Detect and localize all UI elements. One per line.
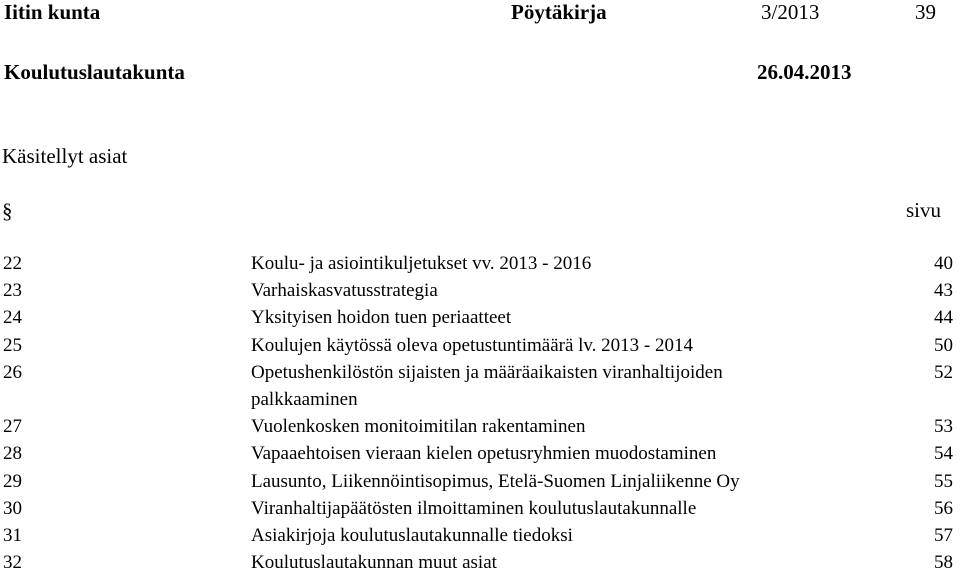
list-item — [0, 495, 960, 522]
list-item — [0, 359, 960, 413]
item-number: 25 — [3, 334, 22, 356]
item-page: 55 — [934, 470, 953, 492]
item-page: 58 — [934, 552, 953, 574]
list-item — [0, 413, 960, 440]
item-page: 54 — [934, 443, 953, 465]
item-title: Asiakirjoja koulutuslautakunnalle tiedoksi — [251, 525, 573, 547]
page-column-header: sivu — [906, 198, 942, 222]
item-page: 57 — [934, 525, 953, 547]
issue-number: 3/2013 — [761, 0, 820, 24]
section-title: Käsitellyt asiat — [2, 144, 128, 168]
list-item — [0, 304, 960, 331]
item-number: 31 — [3, 525, 22, 547]
meeting-date: 26.04.2013 — [757, 60, 852, 84]
table-of-contents — [0, 250, 960, 576]
document-type: Pöytäkirja — [511, 0, 607, 24]
item-title: Vuolenkosken monitoimitilan rakentaminen — [251, 416, 586, 438]
list-item — [0, 277, 960, 304]
item-title: Opetushenkilöstön sijaisten ja määräaikaisten viranhaltijoiden palkkaaminen — [251, 361, 723, 411]
item-number: 27 — [3, 416, 22, 438]
item-title: Viranhaltijapäätösten ilmoittaminen koulutuslautakunnalle — [251, 497, 697, 519]
item-number: 22 — [3, 253, 22, 274]
item-number: 32 — [3, 552, 22, 574]
item-number: 26 — [3, 361, 22, 383]
item-page: 53 — [934, 416, 953, 438]
item-title: Vapaaehtoisen vieraan kielen opetusryhmien muodostaminen — [251, 443, 717, 465]
item-page: 44 — [934, 307, 953, 329]
item-page: 40 — [934, 253, 953, 274]
list-item — [0, 332, 960, 359]
item-number: 30 — [3, 497, 22, 519]
item-title: Yksityisen hoidon tuen periaatteet — [251, 307, 512, 329]
list-item — [0, 549, 960, 576]
item-number: 28 — [3, 443, 22, 465]
list-item — [0, 250, 960, 277]
item-title: Koulutuslautakunnan muut asiat — [251, 552, 497, 574]
list-item — [0, 468, 960, 495]
item-page: 50 — [934, 334, 953, 356]
section-symbol: § — [2, 199, 13, 223]
board-name: Koulutuslautakunta — [4, 60, 185, 84]
municipality-name: Iitin kunta — [4, 0, 101, 24]
item-page: 56 — [934, 497, 953, 519]
item-page: 52 — [934, 361, 953, 383]
item-number: 29 — [3, 470, 22, 492]
item-title: Lausunto, Liikennöintisopimus, Etelä-Suomen Linjaliikenne Oy — [251, 470, 740, 492]
item-number: 23 — [3, 280, 22, 302]
item-title: Koulujen käytössä oleva opetustuntimäärä lv. 2013 - 2014 — [251, 334, 694, 356]
item-title: Varhaiskasvatusstrategia — [251, 280, 438, 302]
page-number: 39 — [915, 0, 936, 24]
item-page: 43 — [934, 280, 953, 302]
list-item — [0, 440, 960, 467]
item-number: 24 — [3, 307, 22, 329]
item-title: Koulu- ja asiointikuljetukset vv. 2013 - 2016 — [251, 253, 592, 274]
list-item — [0, 522, 960, 549]
